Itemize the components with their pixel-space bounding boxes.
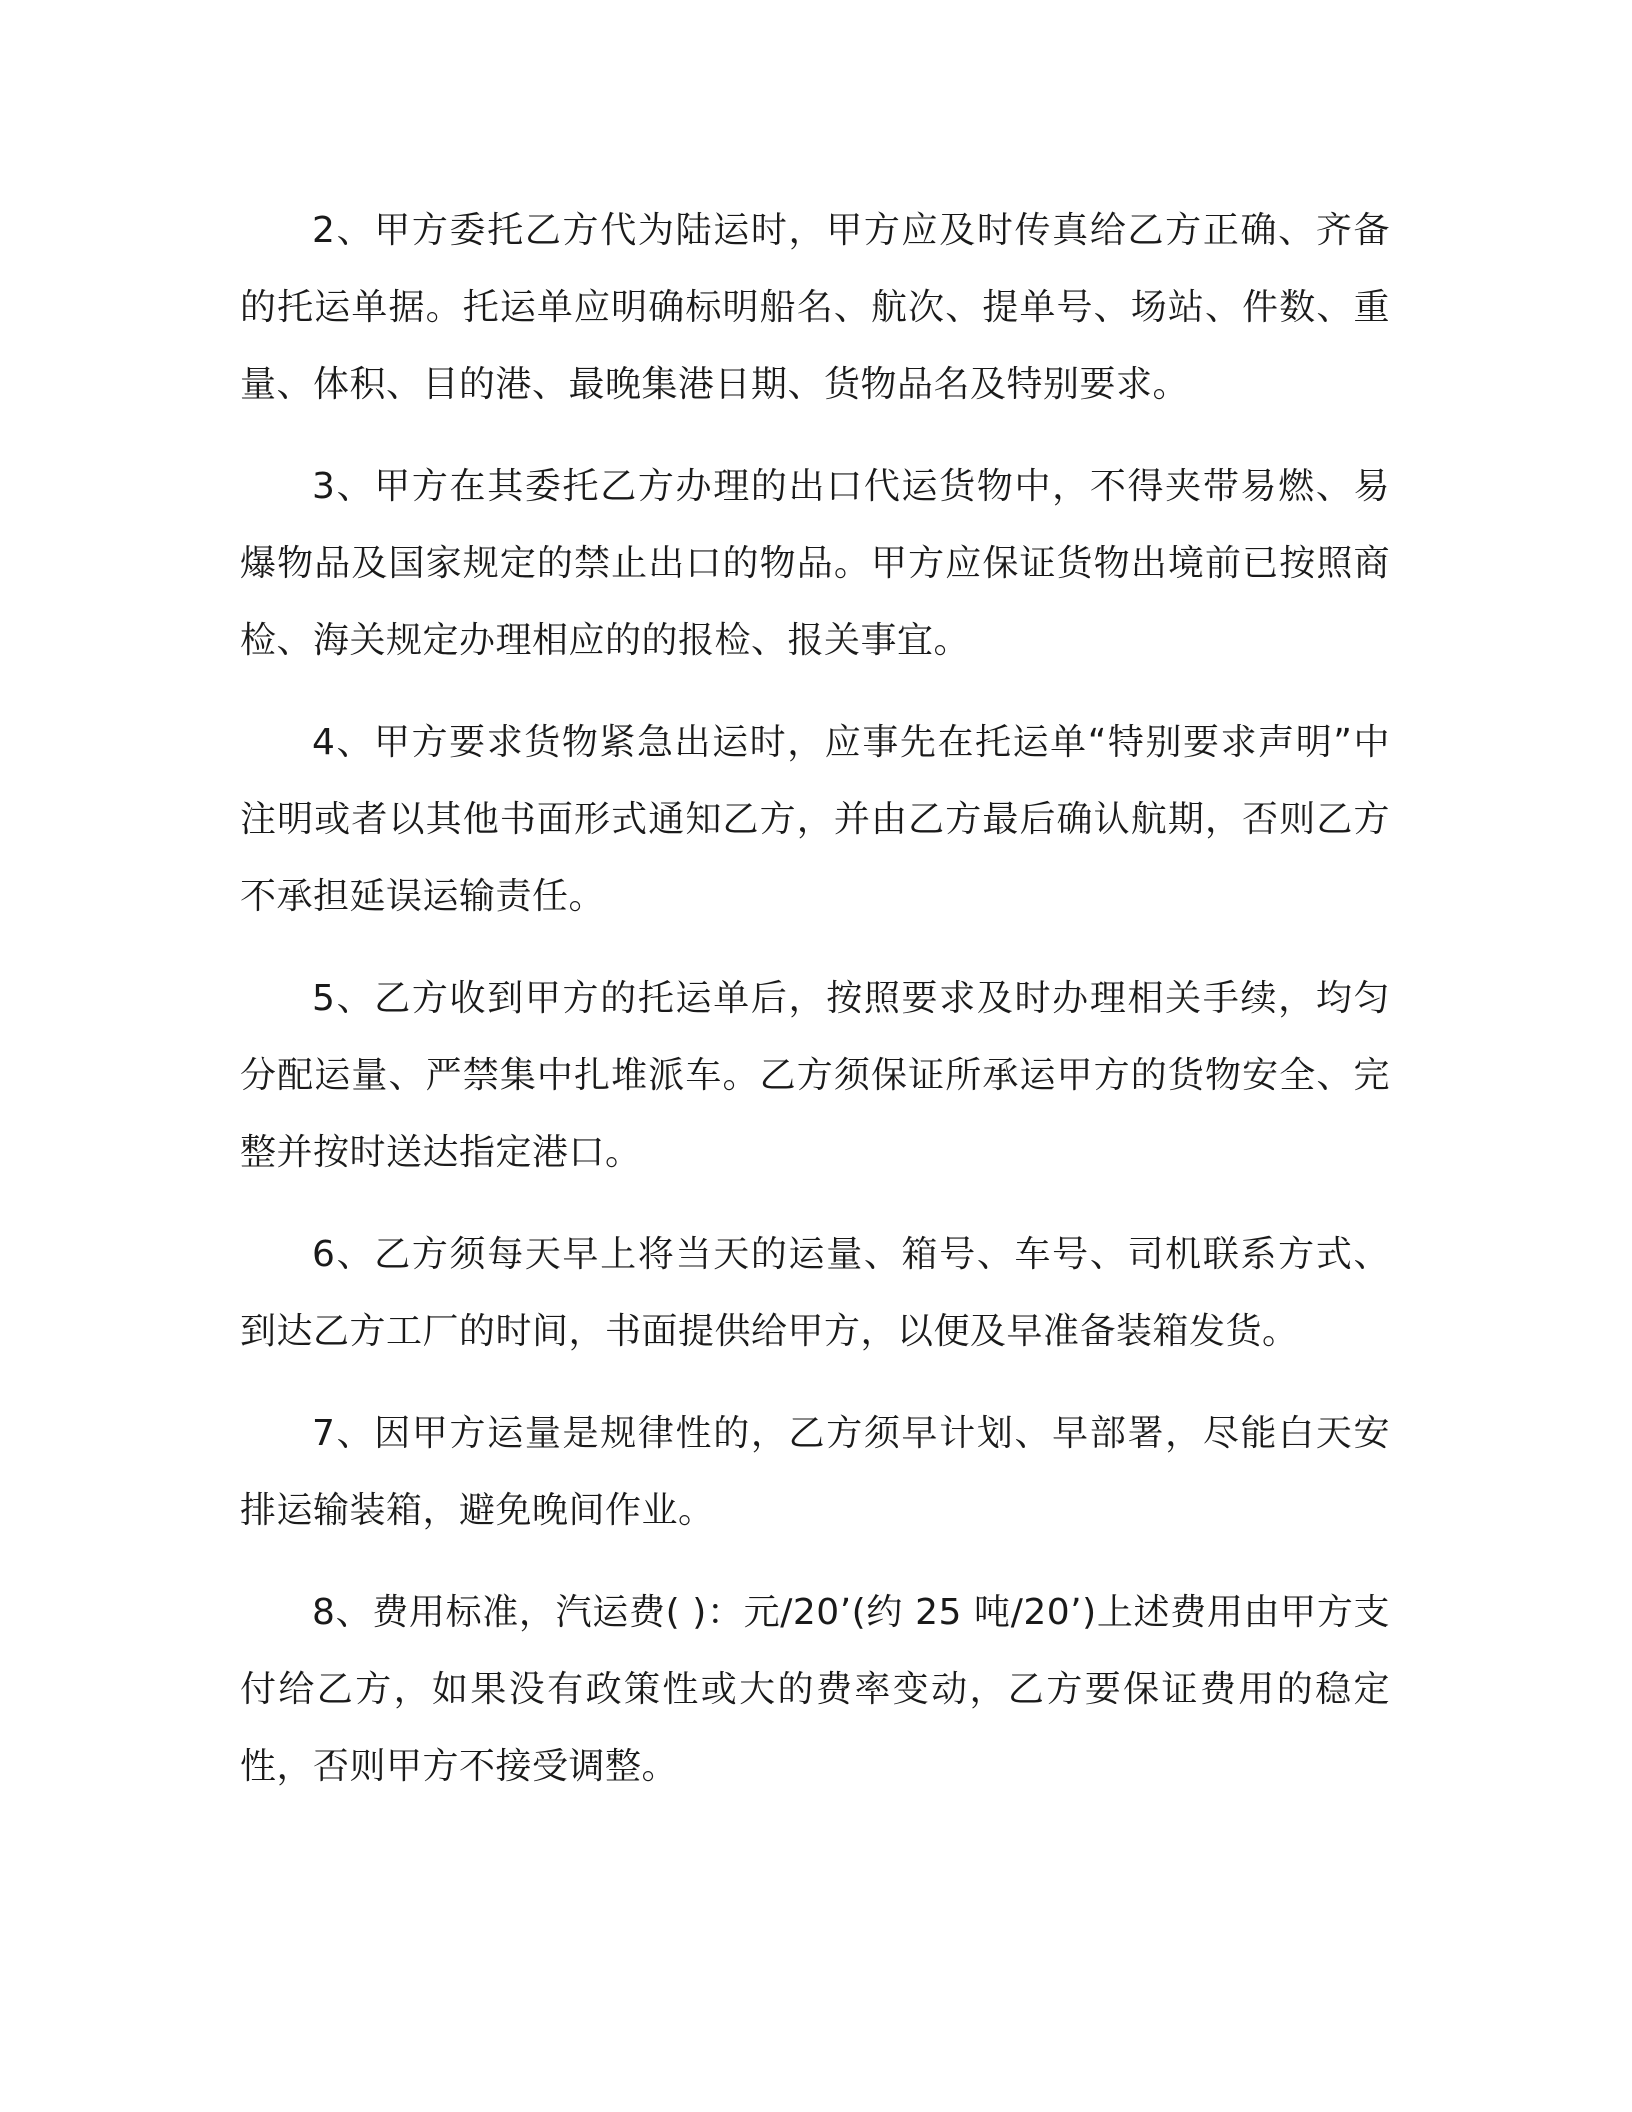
clause-8-paragraph: 8、费用标准，汽运费( )：元/20’(约 25 吨/20’)上述费用由甲方支付给乙方，如果没有政策性或大的费率变动，乙方要保证费用的稳定性，否则甲方不接受调整。 (240, 1592, 1390, 1787)
clause-6-paragraph: 6、乙方须每天早上将当天的运量、箱号、车号、司机联系方式、到达乙方工厂的时间，书面提供给甲方，以便及早准备装箱发货。 (240, 1234, 1390, 1352)
clause-7-paragraph: 7、因甲方运量是规律性的，乙方须早计划、早部署，尽能白天安排运输装箱，避免晚间作业。 (240, 1413, 1390, 1531)
document-body (240, 192, 1390, 1830)
clause-4-paragraph: 4、甲方要求货物紧急出运时，应事先在托运单“特别要求声明”中注明或者以其他书面形式通知乙方，并由乙方最后确认航期，否则乙方不承担延误运输责任。 (240, 722, 1390, 917)
clause-5-paragraph: 5、乙方收到甲方的托运单后，按照要求及时办理相关手续，均匀分配运量、严禁集中扎堆派车。乙方须保证所承运甲方的货物安全、完整并按时送达指定港口。 (240, 978, 1390, 1173)
clause-3-paragraph: 3、甲方在其委托乙方办理的出口代运货物中，不得夹带易燃、易爆物品及国家规定的禁止出口的物品。甲方应保证货物出境前已按照商检、海关规定办理相应的的报检、报关事宜。 (240, 466, 1390, 661)
clause-2-paragraph: 2、甲方委托乙方代为陆运时，甲方应及时传真给乙方正确、齐备的托运单据。托运单应明确标明船名、航次、提单号、场站、件数、重量、体积、目的港、最晚集港日期、货物品名及特别要求。 (240, 210, 1390, 405)
